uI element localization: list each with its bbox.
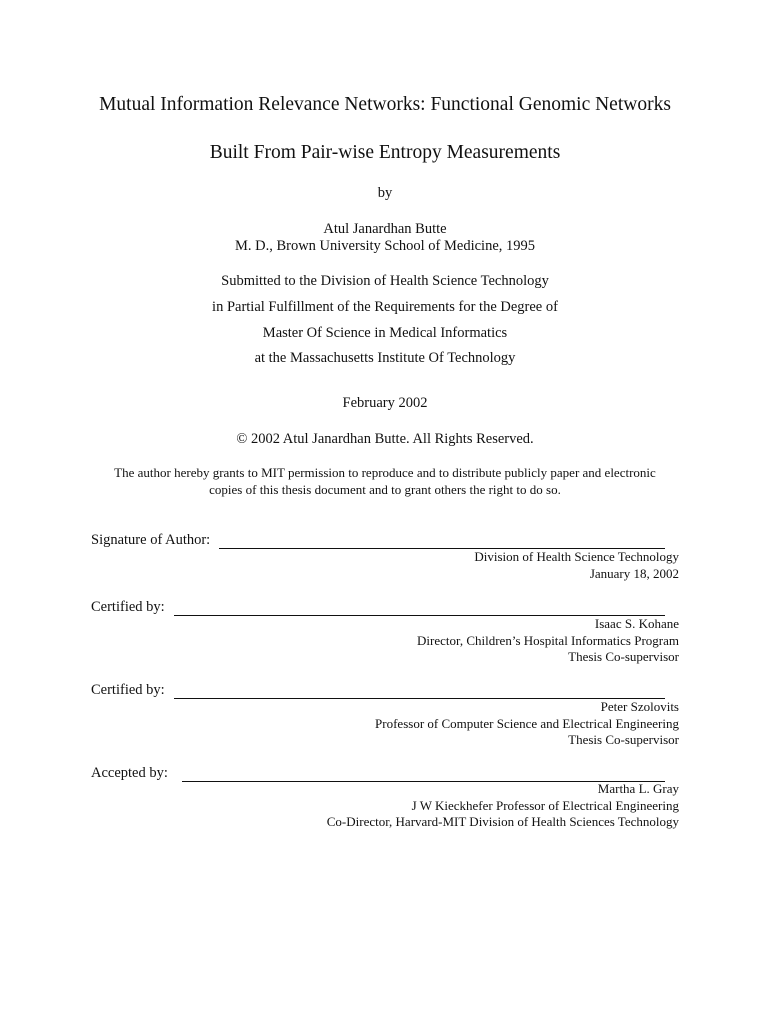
- submission-line-2: in Partial Fulfillment of the Requirements for the Degree of: [212, 299, 558, 315]
- author-signature-dept: Division of Health Science Technology: [474, 549, 679, 564]
- permission-line-1: The author hereby grants to MIT permission to reproduce and to distribute publicly paper and electronic: [114, 465, 656, 480]
- szolovits-role: Thesis Co-supervisor: [568, 732, 679, 747]
- kohane-name: Isaac S. Kohane: [594, 616, 679, 631]
- submission-line-3: Master Of Science in Medical Informatics: [262, 325, 508, 341]
- szolovits-details: [375, 699, 679, 749]
- kohane-certification-label: Certified by:: [91, 599, 165, 615]
- gray-acceptance-label: Accepted by:: [91, 765, 168, 781]
- title-line-2: Built From Pair-wise Entropy Measurements: [209, 142, 561, 163]
- submission-line-4: at the Massachusetts Institute Of Technology: [254, 350, 516, 366]
- kohane-details: [417, 616, 679, 666]
- szolovits-name: Peter Szolovits: [600, 699, 679, 714]
- szolovits-certification-label: Certified by:: [91, 682, 165, 698]
- by-text: by: [377, 185, 393, 201]
- author-degree: M. D., Brown University School of Medicine, 1995: [234, 238, 536, 254]
- copyright-notice: © 2002 Atul Janardhan Butte. All Rights Reserved.: [236, 431, 534, 447]
- gray-role: Co-Director, Harvard-MIT Division of Health Sciences Technology: [326, 814, 679, 829]
- author-name: Atul Janardhan Butte: [323, 221, 447, 237]
- author-signature-details: [474, 549, 679, 582]
- szolovits-title: Professor of Computer Science and Electrical Engineering: [375, 715, 679, 731]
- gray-name: Martha L. Gray: [597, 781, 679, 796]
- kohane-role: Thesis Co-supervisor: [568, 649, 679, 664]
- gray-details: [327, 781, 679, 831]
- gray-title: J W Kieckhefer Professor of Electrical Engineering: [411, 797, 679, 813]
- permission-line-2: copies of this thesis document and to grant others the right to do so.: [209, 482, 561, 497]
- submission-date: February 2002: [342, 395, 428, 411]
- kohane-title: Director, Children’s Hospital Informatics Program: [417, 632, 679, 648]
- submission-line-1: Submitted to the Division of Health Science Technology: [221, 273, 549, 289]
- title-line-1: Mutual Information Relevance Networks: Functional Genomic Networks: [99, 94, 671, 115]
- author-signature-label: Signature of Author:: [91, 532, 211, 548]
- author-signature-date: January 18, 2002: [589, 565, 679, 581]
